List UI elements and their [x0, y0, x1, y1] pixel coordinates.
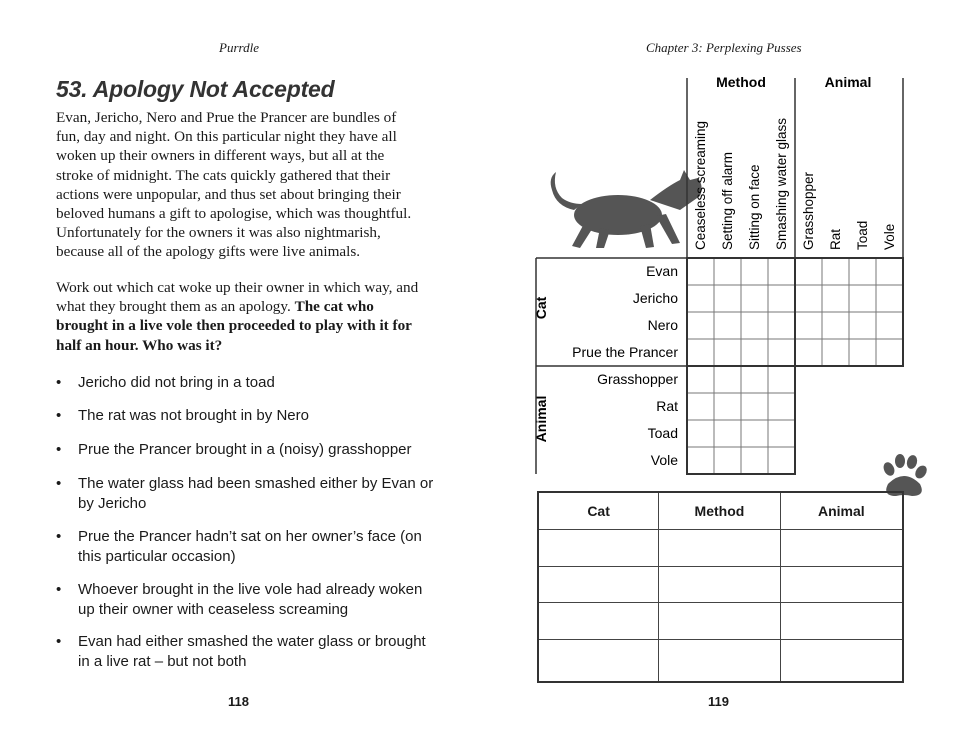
- clue-item: • Prue the Prancer brought in a (noisy) grasshopper: [56, 441, 412, 458]
- answer-cell[interactable]: [538, 530, 659, 567]
- answer-cell[interactable]: [780, 566, 903, 603]
- row-label-prue: Prue the Prancer: [572, 344, 678, 360]
- answer-row: [538, 603, 903, 640]
- col-label-grasshopper: Grasshopper: [801, 171, 816, 250]
- answer-cell[interactable]: [780, 639, 903, 682]
- clue-item: • Prue the Prancer hadn’t sat on her owner’s face (on this particular occasion): [56, 528, 422, 565]
- row-label-rat: Rat: [656, 398, 678, 414]
- col-label-setting-off-alarm: Setting off alarm: [720, 151, 735, 250]
- col-label-rat: Rat: [828, 228, 843, 250]
- col-label-toad: Toad: [855, 220, 870, 250]
- answer-table: [537, 491, 904, 683]
- bullet-icon: •: [56, 528, 62, 545]
- cat-silhouette-icon: [551, 170, 702, 248]
- col-label-smashing-water-glass: Smashing water glass: [774, 117, 789, 250]
- running-head-left: Purrdle: [219, 40, 259, 55]
- answer-row: [538, 639, 903, 682]
- task-text: Work out which cat woke up their owner in which way, and what they brought them as an apology.: [56, 279, 419, 316]
- page-number-left: 118: [228, 694, 249, 709]
- col-group-animal: Animal: [824, 74, 872, 90]
- answer-table-header-row: [538, 492, 903, 530]
- answer-cell[interactable]: [538, 603, 659, 640]
- answer-cell[interactable]: [659, 603, 781, 640]
- answer-cell[interactable]: [659, 566, 781, 603]
- col-label-vole: Vole: [882, 223, 897, 250]
- answer-header-animal: Animal: [780, 492, 903, 530]
- row-group-cat: Cat: [533, 296, 549, 320]
- bullet-icon: •: [56, 374, 62, 391]
- answer-cell[interactable]: [538, 639, 659, 682]
- bullet-icon: •: [56, 581, 62, 598]
- row-label-grasshopper: Grasshopper: [597, 371, 678, 387]
- running-head-right: Chapter 3: Perplexing Pusses: [646, 40, 802, 55]
- bullet-icon: •: [56, 407, 62, 424]
- puzzle-title: 53. Apology Not Accepted: [56, 76, 335, 102]
- clue-item: • The rat was not brought in by Nero: [56, 407, 309, 424]
- answer-header-cat: Cat: [538, 492, 659, 530]
- clue-item: • Jericho did not bring in a toad: [56, 374, 275, 391]
- answer-cell[interactable]: [780, 603, 903, 640]
- answer-row: [538, 530, 903, 567]
- clue-item: • Whoever brought in the live vole had already woken up their owner with ceaseless screaming: [56, 581, 423, 618]
- answer-row: [538, 566, 903, 603]
- paw-print-icon: [882, 454, 930, 496]
- row-group-animal: Animal: [533, 395, 549, 443]
- page-number-right: 119: [708, 694, 729, 709]
- answer-cell[interactable]: [780, 530, 903, 567]
- row-label-jericho: Jericho: [632, 290, 678, 306]
- answer-cell[interactable]: [659, 639, 781, 682]
- row-label-nero: Nero: [647, 317, 678, 333]
- clue-item: • Evan had either smashed the water glass or brought in a live rat – but not both: [56, 633, 426, 670]
- intro-paragraph: Evan, Jericho, Nero and Prue the Prancer are bundles of fun, day and night. On this particular night they have all woken up their owners in different ways, but all at the stroke of midnight. The cats quickly gathered that their actions were unpopular, and thus set about bringing their beloved humans a gift to apologise, which was thoughtful. Unfortunately for the owners it was also nightmarish, because all of the apology gifts were live animals.: [56, 109, 412, 261]
- col-group-method: Method: [716, 74, 766, 90]
- row-label-evan: Evan: [646, 263, 678, 279]
- col-label-ceaseless-screaming: Ceaseless screaming: [693, 120, 708, 250]
- answer-cell[interactable]: [538, 566, 659, 603]
- clue-item: • The water glass had been smashed either by Evan or by Jericho: [56, 475, 434, 512]
- answer-header-method: Method: [659, 492, 781, 530]
- bullet-icon: •: [56, 633, 62, 650]
- bullet-icon: •: [56, 441, 62, 458]
- row-label-vole: Vole: [650, 452, 678, 468]
- row-label-toad: Toad: [647, 425, 678, 441]
- col-label-sitting-on-face: Sitting on face: [747, 164, 762, 250]
- answer-cell[interactable]: [659, 530, 781, 567]
- question-text: The cat who brought in a live vole then proceeded to play with it for half an hour. Who was it?: [56, 298, 412, 354]
- bullet-icon: •: [56, 475, 62, 492]
